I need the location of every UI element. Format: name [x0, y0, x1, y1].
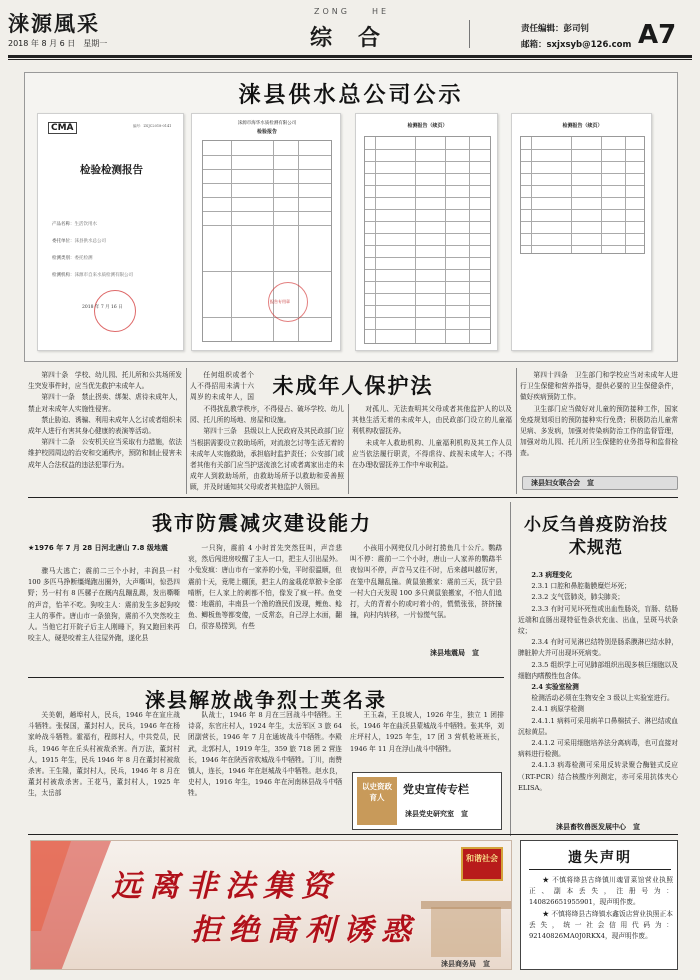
disease-body	[518, 570, 678, 818]
masthead	[0, 0, 700, 55]
party-history-title: 党史宣传专栏	[403, 783, 469, 796]
report-cover-fields	[52, 216, 133, 284]
lost-notice-body	[529, 875, 673, 967]
article-paragraph: 第四十四条 卫生部门和学校应当对未成年人进行卫生保健和营养指导，提供必要的卫生保健条件，做好疾病预防工作。	[520, 371, 678, 402]
editor-credit: 责任编辑：彭司钊	[521, 24, 590, 34]
report-grid	[520, 136, 645, 254]
notice-item	[529, 909, 673, 943]
section-rule	[28, 834, 678, 835]
minors-column-2-top	[190, 370, 254, 404]
field-value: 涞源市自来水质检测有限公司	[74, 273, 133, 278]
minors-column-2	[190, 404, 344, 494]
article-paragraph: 骤马大逃亡；震前二三个小时，丰润县一村 100 多匹马挣断缰绳跑出圈外，大声嘶叫，惊恐四野；另一村有 8 匹骡子在厩内乱蹦乱踢，发出嘶嘶的声音，怡羊不吃。狗咬主人：震前发生多起狗咬主人的事件。唐山市一条狼狗，震前不久突然咬主人。当他它打开院子后主人刚睡下，狗又跑回来再咬主人，硬是咬着主人往屋外跑，遂化县	[28, 567, 180, 643]
ad-source: 涞县商务局 宣	[441, 960, 490, 968]
disease-item: 2.3.4 有时可见淋巴结特别是肠系膜淋巴结水肿，脾脏肿大并可出现坏死病变。	[518, 638, 678, 658]
report-grid	[202, 140, 332, 342]
disease-item: 2.4.1.3 病毒检测可采用反转录聚合酶链式反应（RT-PCR）结合核酸序列测定，亦可采用抗体夹心 ELISA。	[518, 761, 678, 792]
notice-text: 不慎将绛县古绛镇水鑫饭店营业执照正本丢失，统一社会信用代码为：92140826MA0J0RKX4，现声明作废。	[529, 909, 673, 941]
report-stamp-text: 报告专用章	[270, 299, 290, 304]
disease-title: 小反刍兽疫防治技术规范	[524, 515, 668, 558]
party-history-column	[352, 772, 502, 830]
party-history-source: 涞县党史研究室 宣	[405, 810, 468, 818]
field-value: 委托检测	[74, 256, 93, 261]
column-divider	[516, 368, 517, 494]
earthquake-column-1	[28, 566, 180, 672]
earthquake-source: 涞县地震局 宣	[430, 649, 479, 657]
article-paragraph: 第四十二条 公安机关应当采取有力措施，依法维护校园周边的治安和交通秩序，预防和制止侵害未成年人合法权益的违法犯罪行为。	[28, 438, 182, 469]
article-paragraph: 第四十一条 禁止拐卖、绑架、虐待未成年人，禁止对未成年人实施性侵害。	[28, 393, 182, 413]
field-value: 生活饮用水	[74, 222, 97, 227]
minors-column-4	[520, 370, 678, 472]
earthquake-column-3	[350, 543, 502, 643]
martyrs-title: 涞县解放战争烈士英名录	[145, 688, 387, 712]
martyrs-column-1	[28, 710, 180, 828]
article-paragraph: 未成年人救助机构、儿童福利机构及其工作人员应当依法履行职责，不得虐待、歧视未成年人；不得在办理收留抚养工作中牟取利益。	[352, 438, 512, 470]
column-divider	[348, 404, 349, 494]
report-continued-title: 检测报告（续页）	[562, 123, 603, 129]
field-value: 涞县供水总公司	[74, 239, 106, 244]
water-company-title: 涞县供水总公司公示	[238, 82, 464, 108]
notice-item	[529, 875, 673, 909]
issue-date: 2018 年 8 月 6 日 星期一	[8, 39, 108, 48]
martyrs-column-3	[350, 710, 504, 766]
disease-item: 2.3.5 组织学上可见肺部组织出现多核巨细胞以及细胞内嗜酸性包含体。	[518, 660, 678, 680]
report-cover-title: 检验检测报告	[80, 164, 143, 176]
notice-text: 不慎将绛县古绛镇川魂冒菜馆营业执照正、副本丢失，注册号为：140826651955901，现声明作废。	[529, 876, 673, 907]
inspection-report-cover	[37, 113, 184, 351]
masthead-rule	[8, 55, 692, 58]
article-paragraph: 队战士，1946 年 8 月在三回战斗中牺牲。王诗喜，东官庄村人，1924 年生，太岳军区 3 旅 64 团副营长，1946 年 7 月在通坡战斗中牺牲。李殿武，北郭村人，1919 年生，359 旅 718 团 2 营连长，1946 年在陕西省吹城战斗中牺牲。丁川，南赞镇人，连长，1946 年在赵城战斗中牺牲。赵水良，史村人，1916 年生，1946 年在河南林县战斗中牺牲。	[188, 711, 342, 798]
article-paragraph: 小孩用小网兜仅几小时打捞鱼几十公斤。鹦鹉叫不停：震前一二个小时，唐山一人家养的鹦鹉半夜惊叫不停，声音马又往不时，后来越叫越厉害，在笼中乱蹦乱撞。黄鼠狼搬家：震前三天，抚宁县一村大白天发现 100 多只黄鼠狼搬家，不怕人们追打，大的背着小的或叼着小的，慌慌张张，挤挤撞撞，向村内转移，一片惊慌气氛。	[350, 544, 502, 620]
disease-heading: 2.4 实验室检测	[531, 683, 579, 692]
disease-item: 2.4.1 病原学检测	[531, 705, 584, 714]
inspection-report-continued-2	[511, 113, 652, 351]
section-pinyin: ZONG HE	[314, 7, 390, 16]
article-paragraph: 王玉森，王良坡人，1926 年生，独立 1 团排长，1946 年在曲沃县蒙城战斗中牺牲。张其华，刘庄坪村人，1925 年生，17 团 3 营机枪班班长，1946 年 11 月在浮山战斗中牺牲。	[350, 711, 504, 753]
report-table-title: 检验报告	[256, 129, 277, 135]
disease-heading: 2.3 病理变化	[531, 571, 573, 579]
report-grid	[364, 136, 491, 344]
article-paragraph: 不得扰乱教学秩序，不得侵占、破坏学校、幼儿园、托儿所的场地、房屋和设施。	[190, 405, 344, 425]
report-date: 2018 年 7 月 16 日	[82, 305, 123, 310]
article-paragraph: 一只狗，震前 4 小时首先突然狂叫，声音悲哀，然后闯进房咬醒了主人一口，把主人引出屋外。小兔发疯：唐山市有一家养的小兔，平时很温顺，但震前十天，竟爬上棚顶，把主人的盆栽花草掀卡全部啃断，仨人家上的刺都不怕，像发了疯一样。鱼变傻：地震前，丰南县一个渔的渔民们发现，鲤鱼、鲶鱼、鲫板鱼等都变傻，一反常态，自己浮上水面，翻白，很容易捞到，有些	[188, 544, 342, 631]
inspection-report-table	[191, 113, 341, 351]
minors-column-3	[352, 404, 512, 494]
history-badge: 以史资政 育人	[357, 777, 397, 825]
section-title: 综合	[310, 25, 407, 51]
masthead-divider	[469, 20, 470, 48]
masthead-rule-thin	[8, 59, 692, 60]
field-label: 委托单位：	[52, 239, 75, 244]
disease-item: 2.4.1.1 病料可采用病羊口鼻棉拭子、淋巴结或血沉棕黄层。	[518, 716, 678, 736]
article-paragraph: 禁止胁迫、诱骗、利用未成年人乞讨或者组织未成年人进行有害其身心健康的表演等活动。	[28, 415, 182, 436]
ad-slogan-1: 远离非法集资	[111, 869, 339, 904]
star-icon: ★	[542, 876, 550, 884]
newspaper-logo: 涞源風采	[8, 11, 100, 36]
column-divider	[186, 368, 187, 494]
article-paragraph: 关美朝，趟埠村人，民兵，1946 年在宣庄战斗牺牲。张保国，董封村人，民兵，1946 年在杨家岭战斗牺牲。霍福有，程郎村人，中共党员，民兵，1946 年在丘头村被敌杀害。肖万法，董封村人，1915 年生，民兵 1946 年 8 月在董封村被敌杀害。王生隆，董封村人，民兵，1946 年 8 月在董封村被敌杀害。王花马，董封村人，1925 年生，太岳部	[28, 711, 180, 798]
article-paragraph: 卫生部门应当做好对儿童的预防接种工作，国家免疫规划项目的预防接种实行免费；积极防治儿童常见病、多发病，加强对传染病防治工作的监督管理，加强对幼儿园、托儿所卫生保健的业务指导和监督检查。	[520, 404, 678, 458]
field-label: 检测机构：	[52, 273, 75, 278]
earthquake-subtitle: ★1976 年 7 月 28 日河北唐山 7.8 级地震	[28, 544, 168, 552]
martyrs-column-2	[188, 710, 342, 828]
inspection-report-continued-1	[355, 113, 498, 351]
disease-item: 2.3.2 支气管肺炎，肺尖肺炎；	[531, 593, 625, 602]
notice-rule	[529, 869, 671, 870]
source-label: 涞县妇女联合会 宣	[531, 479, 594, 487]
report-code: 编号：ZSJC2018-0141	[133, 124, 172, 128]
harmony-emblem: 和谐社会	[461, 847, 503, 881]
star-icon: ★	[542, 909, 550, 918]
field-label: 检测类别：	[52, 256, 75, 261]
minors-title: 未成年人保护法	[272, 373, 434, 398]
cma-logo: CMA	[48, 122, 77, 134]
section-rule	[28, 497, 678, 498]
lost-notice-box	[520, 840, 678, 970]
report-org: 涞源市海华水质检测有限公司	[237, 121, 297, 126]
disease-item: 检测活动必须在生物安全 3 级以上实验室进行。	[531, 694, 674, 703]
article-paragraph: 第四十三条 县级以上人民政府及其民政部门应当根据需要设立救助场所，对流浪乞讨等生活无着的未成年人实施救助，承担临时监护责任；公安部门或者其他有关部门应当护送流浪乞讨或者离家出走的未成年人到救助场所，由救助场所予以救助和妥善照顾，并及时通知其父母或者其他监护人领回。	[190, 427, 344, 492]
minors-column-1	[28, 370, 182, 492]
disease-item: 2.3.3 有时可见坏死性或出血性肠炎，盲肠、结肠近端和直肠出现特征性条状充血、出血，呈斑马状条纹；	[518, 604, 678, 636]
earthquake-title: 我市防震减灾建设能力	[152, 511, 372, 535]
editor-email[interactable]: 邮箱：sxjxsyb@126.com	[521, 40, 632, 50]
earthquake-column-2	[188, 543, 342, 673]
article-paragraph: 第四十条 学校、幼儿园、托儿所和公共场所发生突发事件时，应当优先救护未成年人。	[28, 371, 182, 391]
red-stamp	[94, 290, 136, 332]
minors-source	[522, 476, 678, 490]
disease-source: 涞县畜牧兽医发展中心 宣	[556, 823, 640, 831]
building-silhouette	[431, 907, 501, 957]
field-label: 产品名称：	[52, 222, 75, 227]
report-continued-title: 检测报告（续页）	[407, 123, 448, 129]
disease-item: 2.4.1.2 可采用细胞培养法分离病毒，也可直接对病料进行检测。	[518, 739, 678, 759]
section-rule	[28, 677, 504, 678]
article-paragraph: 任何组织或者个人不得招用未满十六周岁的未成年人，国	[190, 371, 254, 402]
ad-slogan-2: 拒绝高利诱惑	[191, 913, 419, 948]
article-paragraph: 对孤儿、无法查明其父母或者其他监护人的以及其他生活无着的未成年人，由民政部门设立的儿童福利机构收留抚养。	[352, 405, 512, 436]
page-number: A7	[638, 20, 677, 50]
anti-illegal-fundraising-banner	[30, 840, 512, 970]
lost-notice-title: 遗失声明	[568, 850, 632, 866]
building-roof	[421, 901, 511, 909]
disease-item: 2.3.1 口腔和鼻腔黏膜糜烂坏死；	[531, 582, 631, 591]
